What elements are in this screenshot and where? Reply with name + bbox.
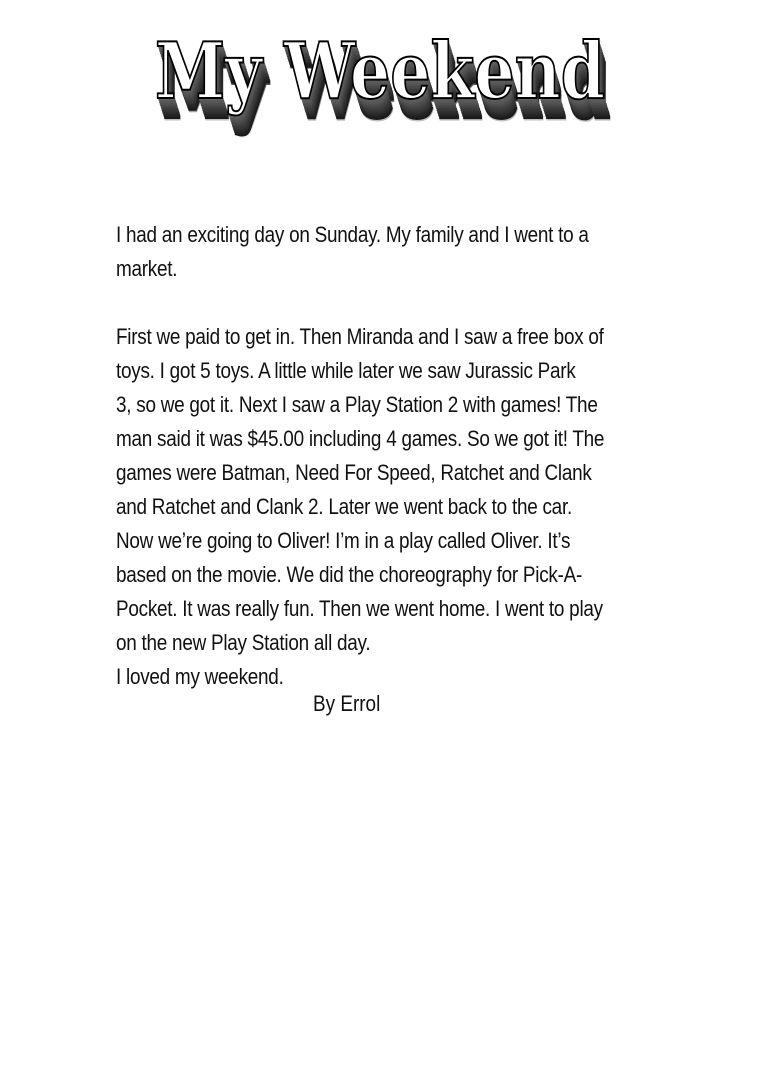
paragraph-2-line-9: Pocket. It was really fun. Then we went home. I went to play [116, 596, 603, 621]
title-depth-layer: My Weekend [157, 32, 607, 124]
paragraph-2-line-3: 3, so we got it. Next I saw a Play Station 2 with games! The [116, 392, 598, 417]
paragraph-gap [116, 286, 598, 320]
title-depth-layer: My Weekend [159, 38, 609, 130]
paragraph-2-line-5: games were Batman, Need For Speed, Ratchet and Clank [116, 460, 592, 485]
author-byline: By Errol [313, 691, 381, 716]
title-depth-layer: My Weekend [162, 48, 612, 140]
body-text [116, 218, 605, 694]
paragraph-2-line-7: Now we’re going to Oliver! I’m in a play called Oliver. It’s [116, 528, 571, 553]
title-depth-layer: My Weekend [158, 35, 608, 127]
title-depth-layer: My Weekend [155, 30, 606, 119]
paragraph-2-line-10: on the new Play Station all day. [116, 630, 371, 655]
page-title: My Weekend [155, 30, 605, 117]
paragraph-2-line-2: toys. I got 5 toys. A little while later we saw Jurassic Park [116, 358, 576, 383]
title-depth-layer: My Weekend [158, 37, 609, 129]
title-wordart [140, 30, 620, 140]
closing-line: I loved my weekend. [116, 664, 284, 689]
paragraph-2-line-4: man said it was $45.00 including 4 games. So we got it! The [116, 426, 605, 451]
title-depth-layer: My Weekend [161, 46, 612, 138]
title-depth-layer: My Weekend [157, 34, 608, 125]
paragraph-2-line-8: based on the movie. We did the choreography for Pick-A- [116, 562, 583, 587]
title-depth-layer: My Weekend [156, 30, 606, 121]
title-depth-layer: My Weekend [156, 30, 607, 122]
paragraph-1-line-2: market. [116, 256, 178, 281]
paragraph-1-line-1: I had an exciting day on Sunday. My family and I went to a [116, 222, 589, 247]
title-depth-layer: My Weekend [159, 40, 610, 132]
paragraph-2-line-1: First we paid to get in. Then Miranda and I saw a free box of [116, 324, 604, 349]
title-depth-layer: My Weekend [160, 43, 611, 135]
title-depth-layer: My Weekend [161, 45, 611, 137]
title-depth-layer: My Weekend [160, 42, 610, 133]
paragraph-2-line-6: and Ratchet and Clank 2. Later we went back to the car. [116, 494, 572, 519]
